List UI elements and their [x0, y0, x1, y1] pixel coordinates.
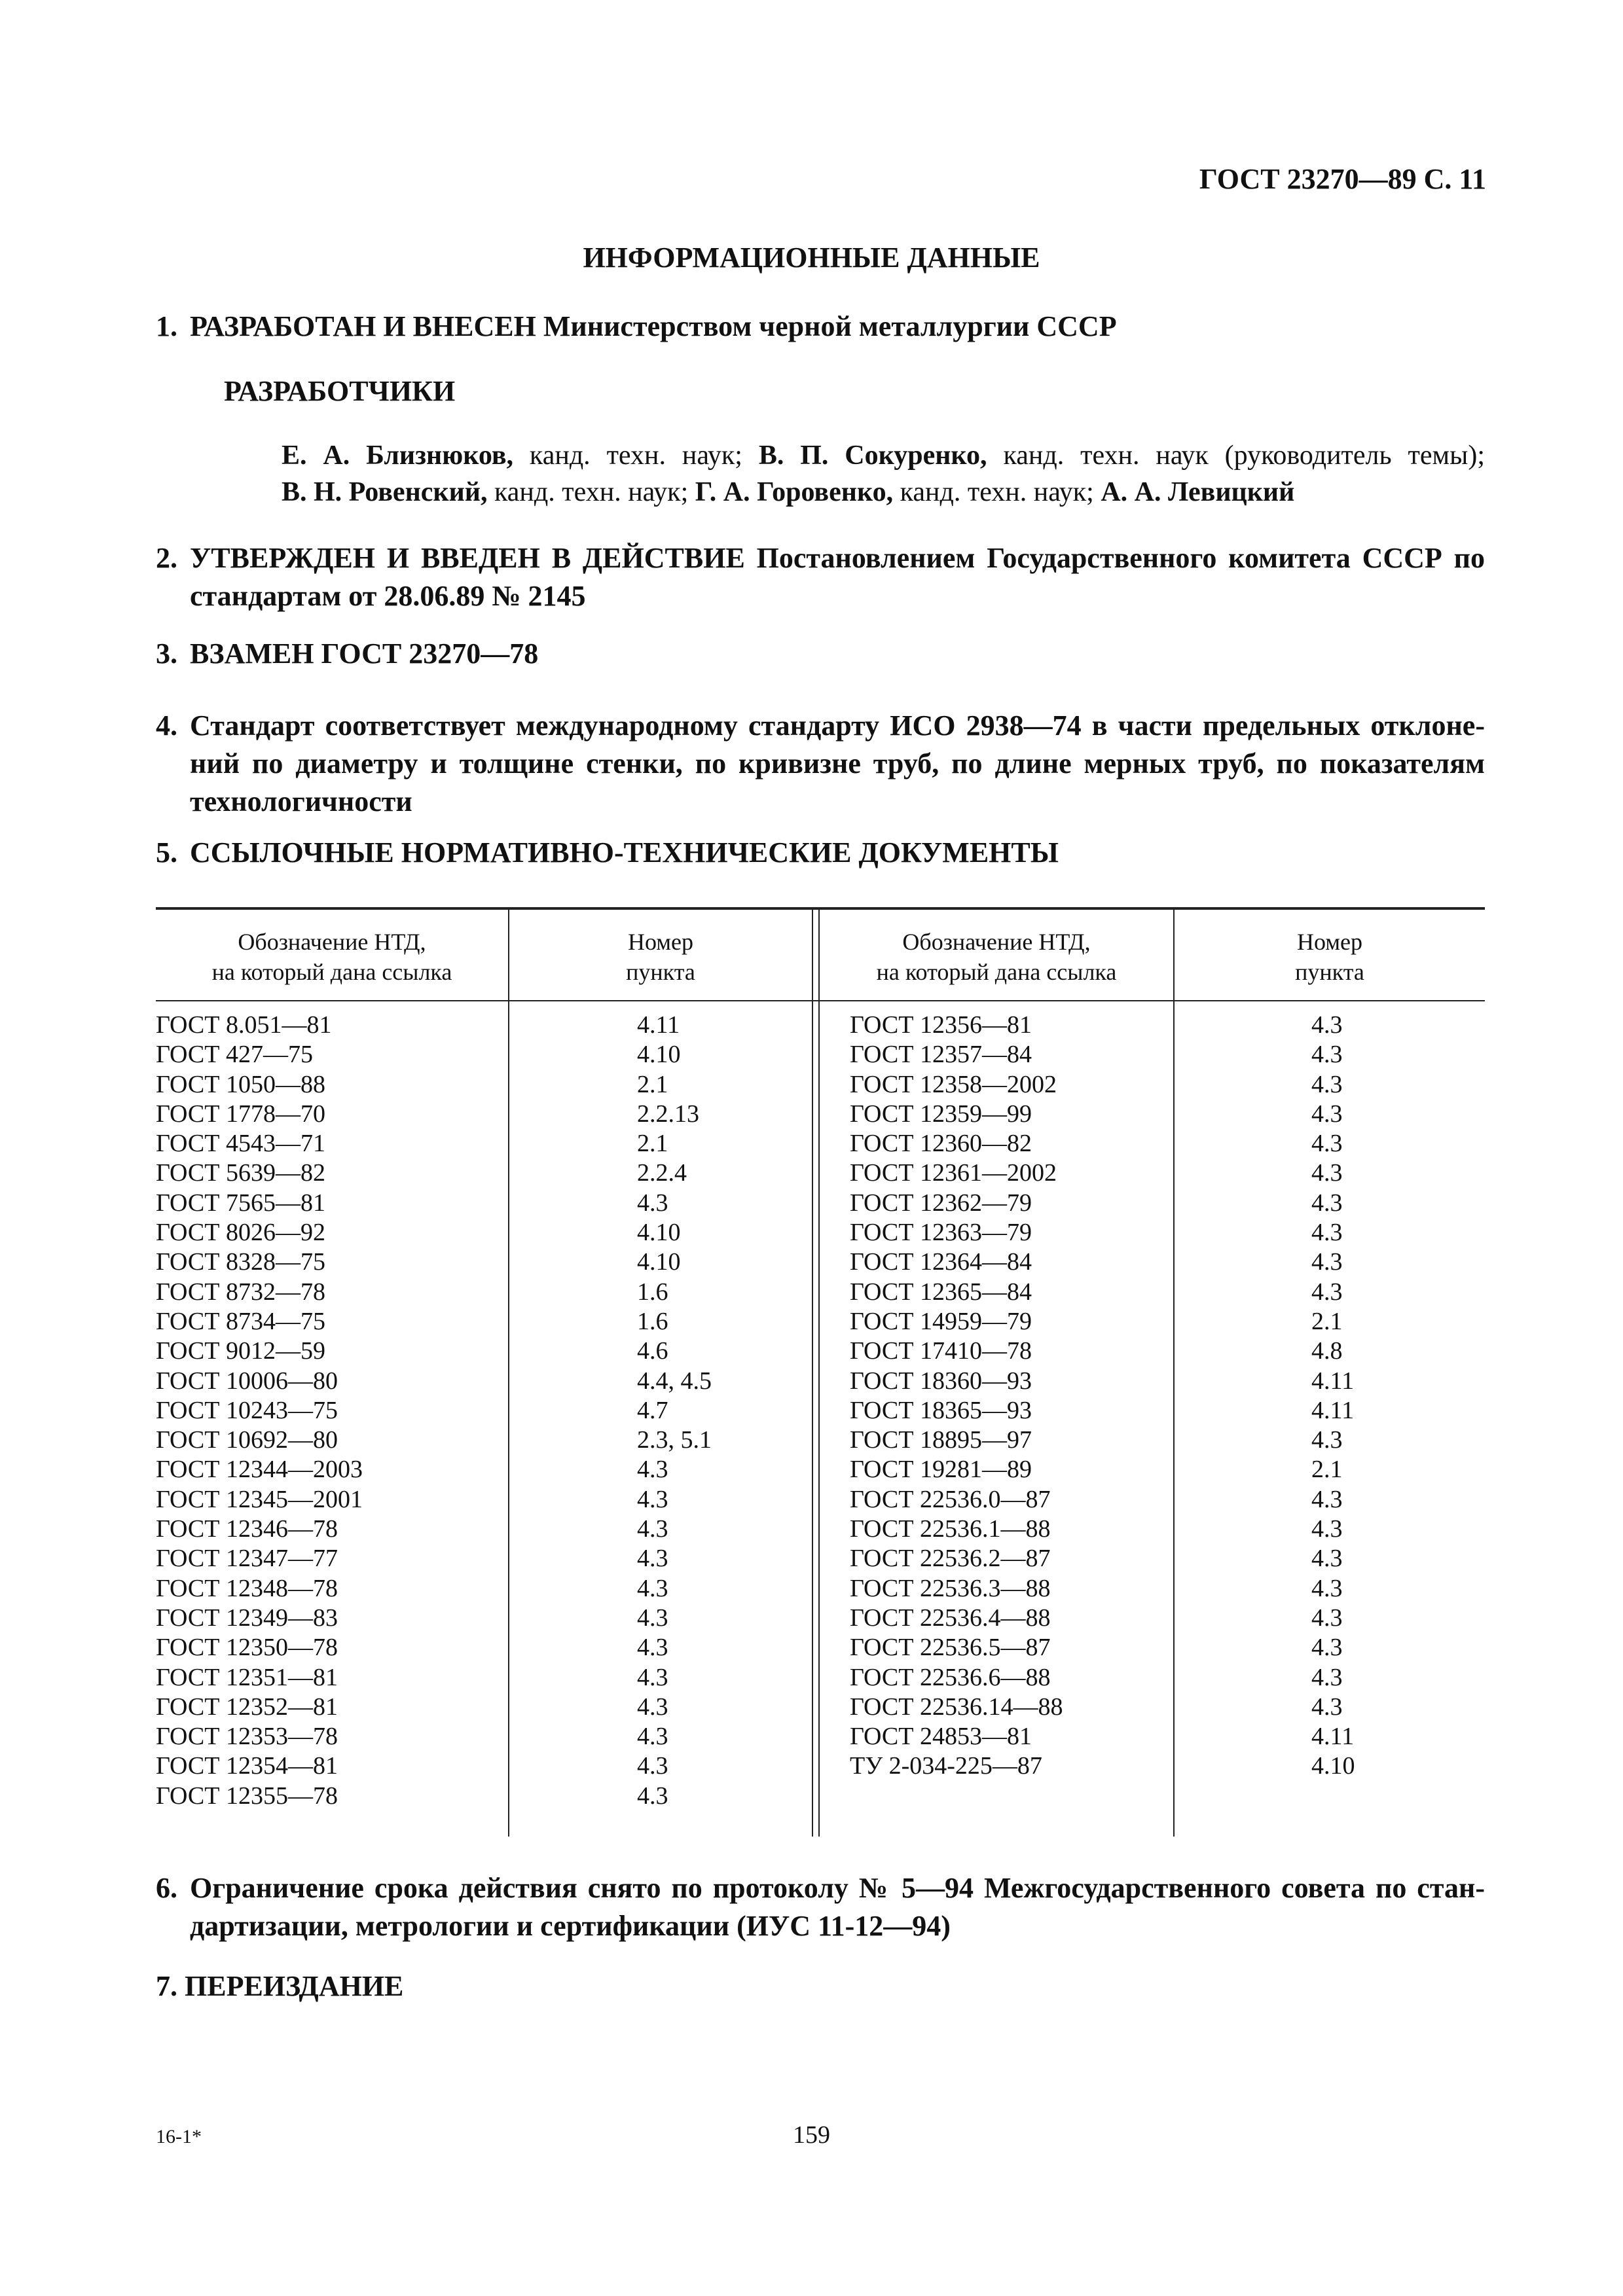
column-left-docs	[156, 1011, 503, 1811]
table-divider	[508, 907, 509, 1837]
header-doc-left	[156, 927, 508, 987]
table-cell-num: 4.3	[1311, 1070, 1343, 1098]
header-doc-line2: на который дана ссылка	[876, 959, 1117, 985]
developer-degree: канд. техн. наук;	[893, 477, 1101, 507]
table-cell-num: 4.3	[637, 1515, 668, 1543]
item-7	[156, 1967, 1485, 2005]
developers-line-2	[282, 474, 1485, 511]
table-cell-num: 4.3	[637, 1752, 668, 1780]
table-cell-num: 4.3	[637, 1545, 668, 1573]
table-cell-num: 4.4, 4.5	[637, 1367, 712, 1395]
item-7-text: ПЕРЕИЗДАНИЕ	[185, 1970, 404, 2002]
table-cell-num: 4.11	[1311, 1723, 1355, 1751]
item-4-line-1: Стандарт соответствует международному стандарту ИСО 2938—74 в части предельных отклоне-	[190, 709, 1485, 742]
table-cell-doc: ГОСТ 12346—78	[156, 1515, 338, 1543]
table-cell-num: 2.2.13	[637, 1100, 699, 1128]
page-number: 159	[793, 2121, 830, 2149]
table-cell-doc: ГОСТ 22536.1—88	[850, 1515, 1051, 1543]
table-cell-num: 4.3	[1311, 1604, 1343, 1632]
item-4	[156, 707, 1485, 821]
item-1-number: 1.	[156, 310, 177, 342]
table-cell-doc: ГОСТ 8.051—81	[156, 1011, 332, 1039]
table-cell-doc: ГОСТ 12357—84	[850, 1041, 1032, 1069]
table-cell-num: 4.3	[637, 1604, 668, 1632]
table-cell-doc: ГОСТ 12351—81	[156, 1663, 338, 1691]
table-cell-num: 4.3	[1311, 1278, 1343, 1306]
item-4-line-2: ний по диаметру и толщине стенки, по кривизне труб, по длине мерных труб, по показателям	[190, 747, 1485, 780]
table-cell-doc: ГОСТ 5639—82	[156, 1159, 325, 1187]
page-title: ИНФОРМАЦИОННЫЕ ДАННЫЕ	[583, 242, 1040, 274]
table-cell-num: 4.11	[1311, 1367, 1355, 1395]
table-cell-doc: ГОСТ 12352—81	[156, 1693, 338, 1721]
table-cell-num: 4.3	[1311, 1189, 1343, 1217]
table-cell-doc: ГОСТ 12358—2002	[850, 1070, 1057, 1098]
header-num-line1: Номер	[1296, 929, 1363, 955]
table-cell-doc: ГОСТ 9012—59	[156, 1337, 325, 1365]
header-doc-line1: Обозначение НТД,	[902, 929, 1091, 955]
table-cell-num: 4.11	[637, 1011, 680, 1039]
table-cell-doc: ГОСТ 22536.0—87	[850, 1485, 1051, 1513]
table-cell-num: 4.3	[1311, 1248, 1343, 1276]
developer-degree: канд. техн. наук (руководитель темы);	[987, 440, 1485, 471]
table-cell-doc: ГОСТ 24853—81	[850, 1723, 1032, 1751]
developer-name: Г. А. Горовенко,	[695, 477, 894, 507]
table-cell-num: 2.1	[1311, 1307, 1343, 1335]
table-cell-num: 4.3	[637, 1693, 668, 1721]
page-header: ГОСТ 23270—89 С. 11	[1199, 163, 1486, 195]
table-cell-doc: ГОСТ 10243—75	[156, 1396, 338, 1424]
table-cell-doc: ГОСТ 22536.6—88	[850, 1663, 1051, 1691]
table-cell-doc: ГОСТ 22536.4—88	[850, 1604, 1051, 1632]
header-doc-right	[820, 927, 1173, 987]
table-cell-num: 4.10	[1311, 1752, 1355, 1780]
table-cell-doc: ГОСТ 12356—81	[850, 1011, 1032, 1039]
item-2-number: 2.	[156, 542, 177, 574]
item-3-number: 3.	[156, 637, 177, 670]
column-right-docs	[850, 1011, 1171, 1782]
table-cell-doc: ГОСТ 10692—80	[156, 1426, 338, 1454]
table-cell-doc: ГОСТ 8732—78	[156, 1278, 325, 1306]
table-cell-num: 1.6	[637, 1307, 668, 1335]
table-cell-num: 4.8	[1311, 1337, 1343, 1365]
table-cell-num: 4.3	[1311, 1159, 1343, 1187]
table-cell-doc: ГОСТ 14959—79	[850, 1307, 1032, 1335]
item-5	[156, 834, 1485, 872]
item-3-text: ВЗАМЕН ГОСТ 23270—78	[190, 637, 539, 670]
developer-name: В. П. Сокуренко,	[758, 440, 987, 471]
item-7-number: 7.	[156, 1970, 177, 2002]
column-left-nums	[637, 1011, 807, 1811]
column-right-nums	[1311, 1011, 1482, 1782]
item-6-line-2: дартизации, метрологии и сертификации (ИУС 11-12—94)	[190, 1910, 951, 1942]
table-cell-doc: ГОСТ 22536.3—88	[850, 1574, 1051, 1602]
item-2-line-2: стандартам от 28.06.89 № 2145	[190, 580, 586, 612]
table-cell-num: 4.3	[1311, 1485, 1343, 1513]
table-cell-num: 4.3	[637, 1485, 668, 1513]
developers-heading: РАЗРАБОТЧИКИ	[224, 375, 456, 407]
table-cell-num: 2.1	[1311, 1456, 1343, 1484]
table-cell-doc: ГОСТ 12350—78	[156, 1634, 338, 1662]
developers-line-1	[282, 437, 1485, 474]
header-num-line1: Номер	[627, 929, 694, 955]
table-cell-num: 2.1	[637, 1130, 668, 1158]
table-cell-doc: ГОСТ 12344—2003	[156, 1456, 363, 1484]
table-cell-num: 4.10	[637, 1248, 681, 1276]
table-cell-doc: ГОСТ 12363—79	[850, 1219, 1032, 1247]
item-1-text: РАЗРАБОТАН И ВНЕСЕН Министерством черной металлургии СССР	[190, 310, 1117, 342]
table-cell-num: 2.2.4	[637, 1159, 687, 1187]
table-cell-num: 4.10	[637, 1041, 681, 1069]
table-cell-num: 4.3	[1311, 1219, 1343, 1247]
developer-name: В. Н. Ровенский,	[282, 477, 488, 507]
table-divider	[818, 907, 820, 1837]
header-num-left	[509, 927, 812, 987]
table-cell-doc: ГОСТ 12355—78	[156, 1782, 338, 1810]
table-cell-doc: ГОСТ 19281—89	[850, 1456, 1032, 1484]
table-cell-doc: ГОСТ 1050—88	[156, 1070, 325, 1098]
table-cell-num: 4.3	[637, 1456, 668, 1484]
item-5-number: 5.	[156, 836, 177, 869]
references-table	[156, 907, 1485, 1837]
table-cell-num: 4.3	[637, 1634, 668, 1662]
table-divider	[812, 907, 813, 1837]
item-4-number: 4.	[156, 709, 177, 742]
table-cell-doc: ГОСТ 17410—78	[850, 1337, 1032, 1365]
developer-name: Е. А. Близнюков,	[282, 440, 514, 471]
table-cell-num: 4.3	[637, 1663, 668, 1691]
table-cell-num: 4.3	[637, 1189, 668, 1217]
footer-code: 16-1*	[156, 2126, 202, 2147]
table-cell-doc: ГОСТ 8328—75	[156, 1248, 325, 1276]
developer-degree: канд. техн. наук;	[513, 440, 759, 471]
table-cell-num: 4.6	[637, 1337, 668, 1365]
table-cell-doc: ГОСТ 12349—83	[156, 1604, 338, 1632]
table-cell-doc: ГОСТ 8026—92	[156, 1219, 325, 1247]
table-header-rule	[156, 1000, 1485, 1001]
table-cell-num: 4.3	[1311, 1663, 1343, 1691]
table-cell-doc: ГОСТ 10006—80	[156, 1367, 338, 1395]
table-cell-doc: ТУ 2-034-225—87	[850, 1752, 1042, 1780]
table-cell-doc: ГОСТ 7565—81	[156, 1189, 325, 1217]
table-cell-num: 4.7	[637, 1396, 668, 1424]
table-cell-doc: ГОСТ 8734—75	[156, 1307, 325, 1335]
table-cell-doc: ГОСТ 12353—78	[156, 1723, 338, 1751]
table-cell-doc: ГОСТ 12345—2001	[156, 1485, 363, 1513]
table-cell-num: 4.3	[637, 1723, 668, 1751]
table-cell-num: 4.3	[1311, 1130, 1343, 1158]
table-cell-doc: ГОСТ 18895—97	[850, 1426, 1032, 1454]
table-cell-doc: ГОСТ 12365—84	[850, 1278, 1032, 1306]
item-6	[156, 1869, 1485, 1945]
item-4-line-3: технологичности	[190, 785, 412, 817]
table-cell-doc: ГОСТ 22536.5—87	[850, 1634, 1051, 1662]
table-cell-doc: ГОСТ 12361—2002	[850, 1159, 1057, 1187]
header-num-line2: пункта	[626, 959, 695, 985]
item-6-number: 6.	[156, 1872, 177, 1904]
table-cell-num: 4.3	[1311, 1515, 1343, 1543]
table-cell-num: 4.3	[1311, 1634, 1343, 1662]
header-doc-line2: на который дана ссылка	[211, 959, 452, 985]
header-num-right	[1175, 927, 1485, 987]
table-cell-num: 4.3	[637, 1782, 668, 1810]
item-6-line-1: Ограничение срока действия снято по протоколу № 5—94 Межгосударственного совета по стан-	[190, 1872, 1485, 1904]
table-cell-num: 4.3	[1311, 1041, 1343, 1069]
table-cell-doc: ГОСТ 12362—79	[850, 1189, 1032, 1217]
table-top-rule	[156, 907, 1485, 910]
table-cell-num: 4.3	[1311, 1426, 1343, 1454]
developer-name: А. А. Левицкий	[1101, 477, 1295, 507]
table-cell-num: 4.3	[1311, 1574, 1343, 1602]
table-divider	[1173, 907, 1175, 1837]
item-1	[156, 308, 1485, 346]
table-cell-num: 4.3	[1311, 1693, 1343, 1721]
item-2-line-1: УТВЕРЖДЕН И ВВЕДЕН В ДЕЙСТВИЕ Постановлением Государственного комитета СССР по	[190, 542, 1485, 574]
table-cell-doc: ГОСТ 12347—77	[156, 1545, 338, 1573]
table-cell-num: 2.3, 5.1	[637, 1426, 712, 1454]
header-doc-line1: Обозначение НТД,	[238, 929, 426, 955]
table-cell-doc: ГОСТ 427—75	[156, 1041, 313, 1069]
table-cell-doc: ГОСТ 4543—71	[156, 1130, 325, 1158]
item-3	[156, 635, 1485, 673]
developers-list	[282, 437, 1485, 511]
table-cell-num: 1.6	[637, 1278, 668, 1306]
table-cell-num: 4.10	[637, 1219, 681, 1247]
table-cell-num: 4.3	[637, 1574, 668, 1602]
item-2	[156, 539, 1485, 615]
table-cell-doc: ГОСТ 12364—84	[850, 1248, 1032, 1276]
developer-degree: канд. техн. наук;	[487, 477, 695, 507]
table-cell-num: 4.3	[1311, 1011, 1343, 1039]
table-cell-doc: ГОСТ 22536.2—87	[850, 1545, 1051, 1573]
table-cell-num: 4.3	[1311, 1545, 1343, 1573]
table-cell-num: 4.11	[1311, 1396, 1355, 1424]
table-cell-doc: ГОСТ 12360—82	[850, 1130, 1032, 1158]
item-5-text: ССЫЛОЧНЫЕ НОРМАТИВНО-ТЕХНИЧЕСКИЕ ДОКУМЕНТЫ	[190, 836, 1059, 869]
table-cell-doc: ГОСТ 12354—81	[156, 1752, 338, 1780]
header-num-line2: пункта	[1295, 959, 1364, 985]
table-cell-doc: ГОСТ 22536.14—88	[850, 1693, 1063, 1721]
table-cell-doc: ГОСТ 18360—93	[850, 1367, 1032, 1395]
table-cell-doc: ГОСТ 18365—93	[850, 1396, 1032, 1424]
table-cell-doc: ГОСТ 1778—70	[156, 1100, 325, 1128]
table-cell-doc: ГОСТ 12359—99	[850, 1100, 1032, 1128]
table-cell-num: 2.1	[637, 1070, 668, 1098]
table-cell-num: 4.3	[1311, 1100, 1343, 1128]
table-cell-doc: ГОСТ 12348—78	[156, 1574, 338, 1602]
